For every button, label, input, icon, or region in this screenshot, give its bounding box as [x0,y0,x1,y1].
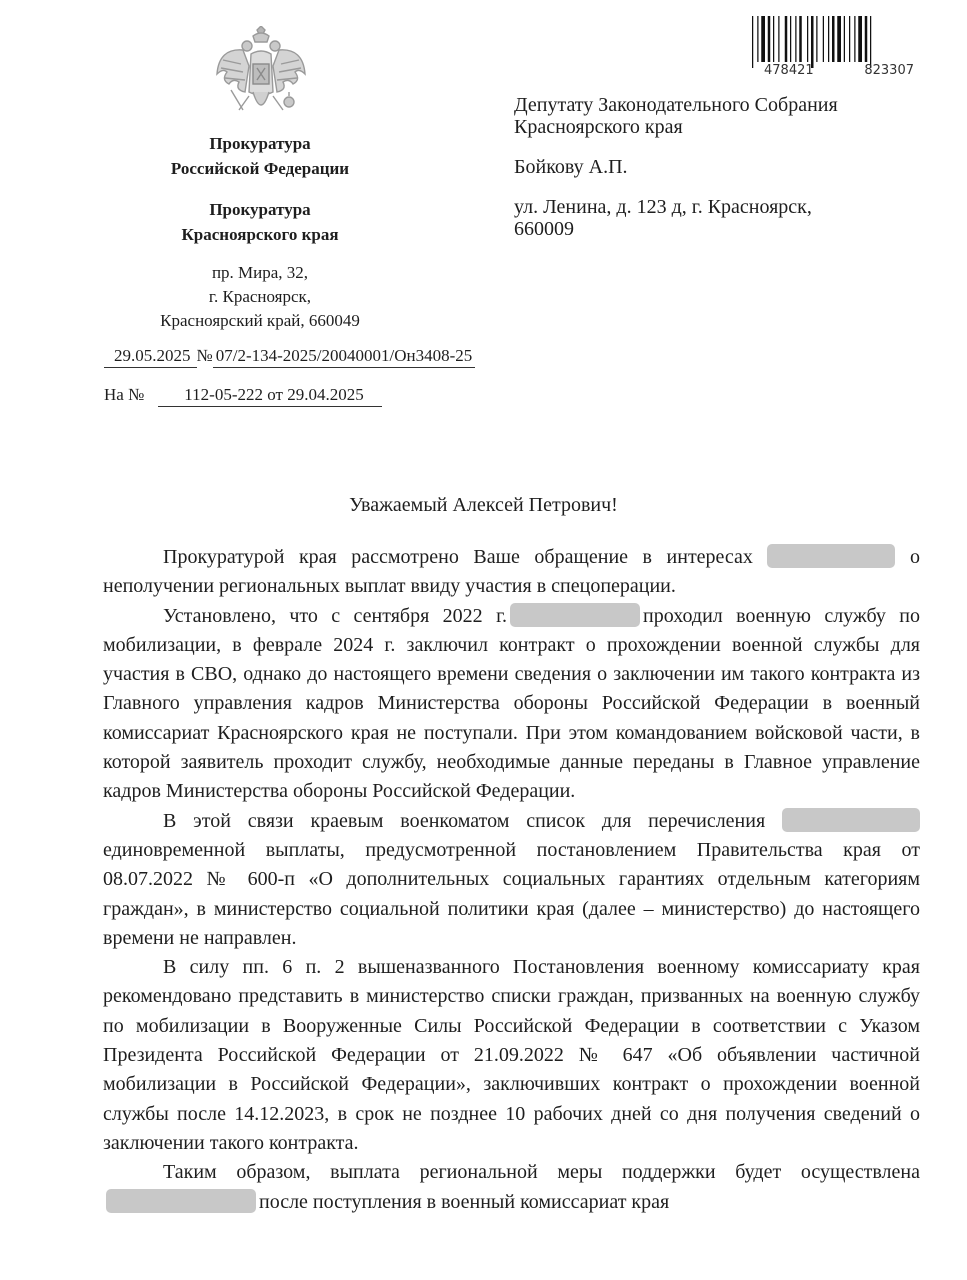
paragraph-text: проходил военную службу по мобилизации, в феврале 2024 г. заключил контракт о прохождении военной службы для участия в СВО, однако до настоящего времени сведения о заключении им такого контракта из Главного управления кадров Министерства обороны Российской Федерации в военный комиссариат Красноярского края не поступали. При этом командованием войсковой части, в которой заявитель проходит службу, необходимые данные переданы в Главное управление кадров Министерства обороны Российской Федерации. [103,604,920,803]
barcode-bar [870,16,871,68]
barcode-bar [823,16,824,62]
redaction-box [767,544,895,568]
paragraph-text: В этой связи краевым военкоматом список для перечисления [163,809,782,832]
paragraph-text: Установлено, что с сентября 2022 г. [163,604,508,627]
barcode-bar [854,16,855,62]
paragraph-text: после поступления в военный комиссариат края [259,1190,670,1213]
recipient-address-line: ул. Ленина, д. 123 д, г. Красноярск, [514,196,812,218]
paragraph-3 [103,807,920,953]
registration-date: 29.05.2025 [104,346,197,368]
paragraph-text: единовременной выплаты, предусмотренной постановлением Правительства края от 08.07.2022 № 600-п «О дополнительных социальных гарантиях отдельным категориям граждан», в министерство социальной политики края (далее – министерство) до настоящего времени не направлен. [103,838,920,949]
registration-line [104,346,475,368]
barcode-bar [795,16,796,62]
barcode-bar [816,16,817,62]
barcode-bar [865,16,868,62]
barcode-bar [799,16,802,62]
redaction-box [106,1189,256,1213]
barcode-bar [837,16,841,62]
sender-address-line: Красноярский край, 660049 [160,311,360,330]
barcode-bar [761,16,765,62]
barcode-bar [832,16,835,62]
barcode-digits [764,63,914,78]
barcode-bar [768,16,771,62]
sender-address-line: г. Красноярск, [208,287,312,306]
paragraph-5 [103,1158,920,1217]
redaction-box [782,808,920,832]
salutation: Уважаемый Алексей Петрович! [349,494,618,516]
barcode-bar [807,16,808,62]
org-name-line: Красноярского края [181,225,339,244]
paragraph-text: Прокуратурой края рассмотрено Ваше обращение в интересах [163,546,768,568]
barcode-bar [858,16,862,62]
recipient-name: Бойкову А.П. [514,156,628,178]
barcode-bar [811,16,814,68]
recipient-title-line: Депутату Законодательного Собрания [514,94,838,116]
registration-number: 07/2-134-2025/20040001/Он3408-25 [213,346,476,368]
barcode-bar [790,16,791,62]
paragraph-4: В силу пп. 6 п. 2 вышеназванного Постановления военному комиссариату края рекомендовано представить в министерство списки граждан, призванных на военную службу по мобилизации в Вооруженные Силы Российской Федерации в соответствии с Указом Президента Российской Федерации от 21.09.2022 № 647 «Об объявлении частичной мобилизации в Российской Федерации», заключивших контракт о прохождении военной службы после 14.12.2023, в срок не позднее 10 рабочих дней со дня получения сведений о заключении такого контракта. [103,956,920,1154]
redaction-box [510,603,640,627]
barcode-icon [752,16,920,68]
recipient-title [514,94,838,138]
recipient-title-line: Красноярского края [514,116,683,138]
org-name-line: Прокуратура [209,200,311,219]
recipient-address [514,196,812,240]
paragraph-2 [103,602,920,807]
barcode-bar [785,16,788,62]
on-reference-line [104,385,382,407]
on-reference-label: На № [104,385,145,404]
sender-address [100,261,420,333]
on-reference-value: 112-05-222 от 29.04.2025 [158,385,381,407]
barcode-left-digits: 478421 [764,63,814,78]
letter-body [103,543,920,1217]
barcode-bar [757,16,758,62]
barcode-bar [849,16,850,62]
paragraph-text: о неполучении региональных выплат ввиду участия в спецоперации. [103,546,920,598]
org-name-line: Российской Федерации [170,159,350,178]
org-name-line: Прокуратура [209,134,311,153]
barcode-bar [828,16,829,62]
org-name-federal [100,131,420,181]
paragraph-1 [103,543,920,602]
paragraph-text: Таким образом, выплата региональной меры поддержки будет осуществлена [163,1161,920,1184]
number-sign: № [196,346,213,365]
barcode-bar [778,16,779,62]
org-name-regional [100,197,420,247]
barcode-bar [773,16,774,62]
russian-coat-of-arms-icon [213,26,309,124]
sender-address-line: пр. Мира, 32, [211,263,309,282]
barcode-bar [844,16,845,62]
barcode-right-digits: 823307 [864,63,914,78]
barcode-bar [752,16,753,68]
recipient-address-line: 660009 [514,218,574,240]
